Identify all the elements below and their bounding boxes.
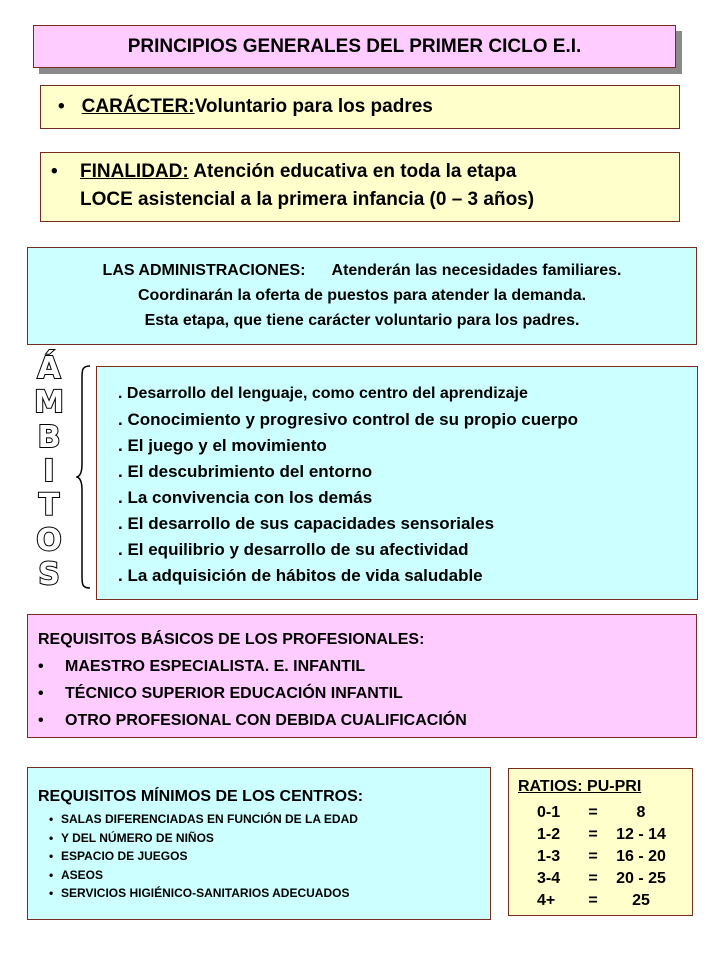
finalidad-line-2: LOCE asistencial a la primera infancia (0 – 3 años) (80, 189, 535, 210)
centros-heading: REQUISITOS MÍNIMOS DE LOS CENTROS: (38, 788, 364, 805)
bullet-icon: • (38, 712, 44, 729)
ambito-item: . El desarrollo de sus capacidades sensoriales (118, 514, 495, 533)
finalidad-text: Atención educativa en toda la etapa (188, 161, 517, 182)
ratio-equals: = (588, 892, 598, 909)
ambito-item: . La convivencia con los demás (118, 488, 373, 507)
bullet-icon: • (49, 812, 54, 826)
bullet-icon: • (49, 849, 54, 863)
ratio-row (509, 890, 694, 912)
bullet-icon: • (49, 867, 54, 882)
profesionales-box (27, 614, 697, 738)
caracter-text: Voluntario para los padres (194, 96, 433, 117)
ratio-value: 20 - 25 (616, 870, 666, 887)
list-item (38, 866, 490, 885)
ratio-equals: = (588, 826, 598, 843)
finalidad-box (40, 152, 680, 222)
ratio-value: 25 (632, 892, 650, 909)
ambito-item: . El equilibrio y desarrollo de su afectividad (118, 540, 469, 559)
ratio-value: 12 - 14 (616, 826, 666, 843)
list-item (38, 884, 490, 903)
administraciones-line-3: Esta etapa, que tiene carácter voluntario para los padres. (144, 312, 580, 329)
list-item (38, 810, 490, 829)
ratios-heading: RATIOS: PU-PRI (518, 778, 642, 795)
ratio-age: 1-3 (537, 848, 561, 865)
ratio-value: 16 - 20 (616, 848, 666, 865)
ratio-row (509, 846, 694, 868)
ratio-age: 4+ (537, 892, 556, 909)
ratio-equals: = (588, 804, 598, 821)
ratio-equals: = (588, 870, 598, 887)
list-item-text: SALAS DIFERENCIADAS EN FUNCIÓN DE LA EDAD (61, 812, 358, 826)
caracter-box (40, 85, 680, 129)
finalidad-label: FINALIDAD: (80, 161, 189, 182)
list-item-text: ASEOS (61, 867, 104, 882)
administraciones-box (27, 247, 697, 345)
ratio-age: 1-2 (537, 826, 561, 843)
centros-box (27, 767, 491, 920)
bullet-icon: • (58, 96, 65, 117)
ambitos-vertical-label (20, 351, 78, 592)
bullet-icon: • (49, 886, 54, 900)
ambito-item: . Conocimiento y progresivo control de su propio cuerpo (118, 410, 578, 429)
ambitos-letter: M (34, 385, 64, 421)
ratio-age: 3-4 (537, 870, 561, 887)
bullet-icon: • (51, 161, 58, 182)
list-item-text: MAESTRO ESPECIALISTA. E. INFANTIL (65, 658, 366, 675)
ambitos-letter: B (37, 419, 61, 455)
finalidad-line-1 (80, 161, 516, 183)
curly-brace-icon (76, 364, 92, 590)
ambitos-letter: O (36, 522, 62, 558)
administraciones-text: Atenderán las necesidades familiares. (331, 262, 622, 279)
ambitos-box (96, 366, 698, 600)
list-item-text: TÉCNICO SUPERIOR EDUCACIÓN INFANTIL (65, 685, 403, 702)
ratio-row (509, 868, 694, 890)
caracter-label: CARÁCTER: (81, 96, 195, 117)
ratio-row (509, 802, 694, 824)
ratio-value: 8 (636, 804, 646, 821)
page-title (33, 25, 676, 68)
ratios-box (508, 768, 693, 916)
bullet-icon: • (38, 658, 44, 675)
bullet-icon: • (38, 685, 44, 702)
profesionales-heading: REQUISITOS BÁSICOS DE LOS PROFESIONALES: (38, 631, 425, 648)
ambito-item: . El descubrimiento del entorno (118, 462, 373, 481)
list-item-text: Y DEL NÚMERO DE NIÑOS (61, 830, 214, 845)
list-item-text: OTRO PROFESIONAL CON DEBIDA CUALIFICACIÓN (65, 712, 467, 729)
list-item (38, 653, 696, 680)
ambitos-letter: I (43, 453, 55, 489)
page-title-text: PRINCIPIOS GENERALES DEL PRIMER CICLO E.I. (127, 35, 582, 57)
list-item (38, 847, 490, 866)
list-item (38, 680, 696, 707)
ratio-row (509, 824, 694, 846)
ambitos-letter: S (38, 556, 60, 592)
ratio-equals: = (588, 848, 598, 865)
administraciones-line-1 (28, 258, 696, 283)
list-item (38, 829, 490, 848)
ambitos-letter: Á (37, 351, 61, 386)
list-item-text: SERVICIOS HIGIÉNICO-SANITARIOS ADECUADOS (61, 886, 350, 900)
list-item-text: ESPACIO DE JUEGOS (61, 849, 188, 863)
administraciones-label: LAS ADMINISTRACIONES: (102, 262, 306, 279)
ambito-item: . El juego y el movimiento (118, 436, 327, 455)
ratio-age: 0-1 (537, 804, 561, 821)
ambito-item: . La adquisición de hábitos de vida saludable (118, 566, 483, 585)
list-item (38, 707, 696, 734)
bullet-icon: • (49, 830, 54, 845)
ambitos-letter: T (38, 488, 60, 524)
administraciones-line-2: Coordinarán la oferta de puestos para atender la demanda. (137, 287, 587, 304)
ambito-item: . Desarrollo del lenguaje, como centro del aprendizaje (118, 385, 528, 402)
